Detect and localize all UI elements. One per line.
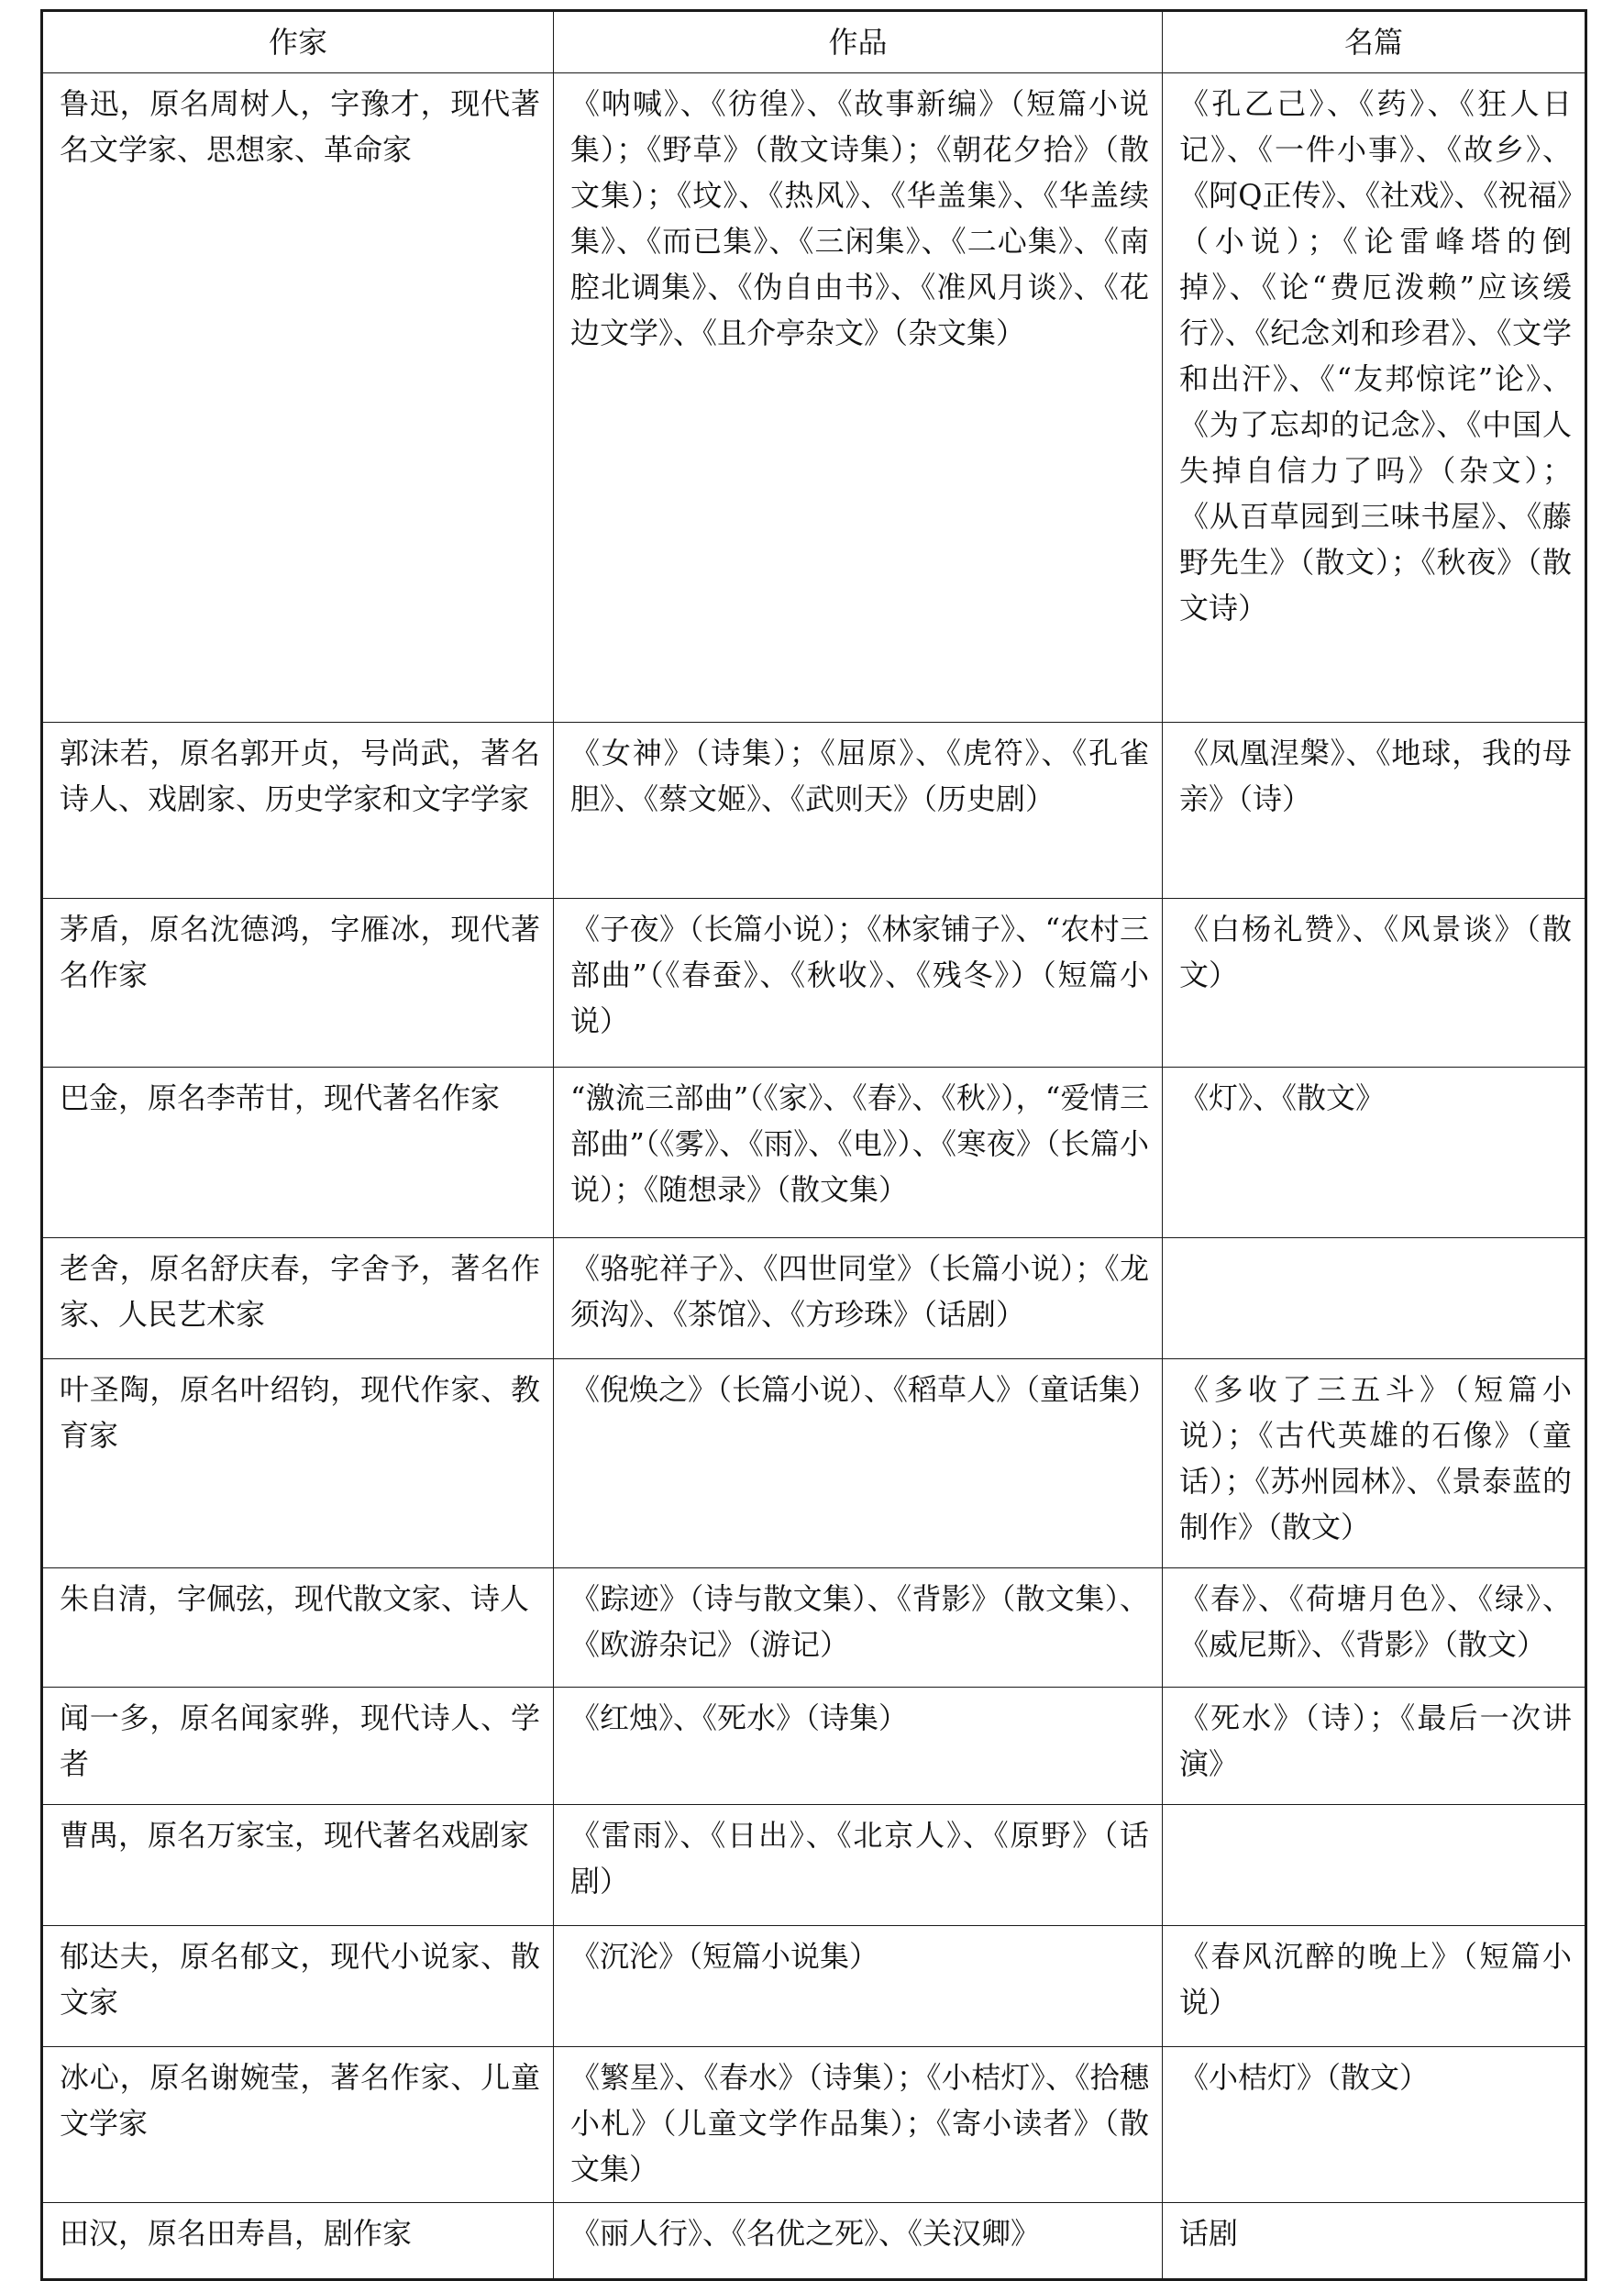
works-cell: 《繁星》、《春水》（诗集）；《小桔灯》、《拾穗小札》（儿童文学作品集）；《寄小读者》（散文集）	[554, 2047, 1163, 2203]
table-row	[42, 2047, 1586, 2203]
author-cell: 鲁迅，原名周树人，字豫才，现代著名文学家、思想家、革命家	[42, 73, 554, 723]
table-row	[42, 1238, 1586, 1359]
famous-cell	[1163, 1805, 1586, 1926]
header-works: 作品	[554, 11, 1163, 73]
works-cell: 《骆驼祥子》、《四世同堂》（长篇小说）；《龙须沟》、《茶馆》、《方珍珠》（话剧）	[554, 1238, 1163, 1359]
author-cell: 冰心，原名谢婉莹，著名作家、儿童文学家	[42, 2047, 554, 2203]
header-famous: 名篇	[1163, 11, 1586, 73]
table-row	[42, 1688, 1586, 1805]
works-cell: 《丽人行》、《名优之死》、《关汉卿》	[554, 2203, 1163, 2280]
famous-cell: 《小桔灯》（散文）	[1163, 2047, 1586, 2203]
header-author: 作家	[42, 11, 554, 73]
famous-cell: 《灯》、《散文》	[1163, 1068, 1586, 1238]
works-cell: 《踪迹》（诗与散文集）、《背影》（散文集）、《欧游杂记》（游记）	[554, 1568, 1163, 1688]
works-cell: 《倪焕之》（长篇小说）、《稻草人》（童话集）	[554, 1359, 1163, 1568]
famous-cell	[1163, 1238, 1586, 1359]
famous-cell: 《春风沉醉的晚上》（短篇小说）	[1163, 1926, 1586, 2047]
works-cell: 《红烛》、《死水》（诗集）	[554, 1688, 1163, 1805]
works-cell: 《女神》（诗集）；《屈原》、《虎符》、《孔雀胆》、《蔡文姬》、《武则天》（历史剧）	[554, 723, 1163, 899]
author-cell: 茅盾，原名沈德鸿，字雁冰，现代著名作家	[42, 899, 554, 1068]
author-cell: 闻一多，原名闻家骅，现代诗人、学者	[42, 1688, 554, 1805]
table-row	[42, 899, 1586, 1068]
authors-works-table	[40, 9, 1587, 2281]
works-cell: 《子夜》（长篇小说）；《林家铺子》、“农村三部曲”（《春蚕》、《秋收》、《残冬》）（短篇小说）	[554, 899, 1163, 1068]
table-row	[42, 723, 1586, 899]
works-cell: 《沉沦》（短篇小说集）	[554, 1926, 1163, 2047]
table-row	[42, 1359, 1586, 1568]
table-row	[42, 1926, 1586, 2047]
famous-cell: 《白杨礼赞》、《风景谈》（散文）	[1163, 899, 1586, 1068]
works-cell: 《呐喊》、《彷徨》、《故事新编》（短篇小说集）；《野草》（散文诗集）；《朝花夕拾》（散文集）；《坟》、《热风》、《华盖集》、《华盖续集》、《而已集》、《三闲集》、《二心集》、《南腔北调集》、《伪自由书》、《准风月谈》、《花边文学》、《且介亭杂文》（杂文集）	[554, 73, 1163, 723]
author-cell: 郭沫若，原名郭开贞，号尚武，著名诗人、戏剧家、历史学家和文字学家	[42, 723, 554, 899]
famous-cell: 《春》、《荷塘月色》、《绿》、《威尼斯》、《背影》（散文）	[1163, 1568, 1586, 1688]
famous-cell: 《凤凰涅槃》、《地球，我的母亲》（诗）	[1163, 723, 1586, 899]
table-row	[42, 73, 1586, 723]
author-cell: 朱自清，字佩弦，现代散文家、诗人	[42, 1568, 554, 1688]
author-cell: 田汉，原名田寿昌，剧作家	[42, 2203, 554, 2280]
author-cell: 曹禺，原名万家宝，现代著名戏剧家	[42, 1805, 554, 1926]
famous-cell: 《死水》（诗）；《最后一次讲演》	[1163, 1688, 1586, 1805]
works-cell: “激流三部曲”（《家》、《春》、《秋》），“爱情三部曲”（《雾》、《雨》、《电》）、《寒夜》（长篇小说）；《随想录》（散文集）	[554, 1068, 1163, 1238]
author-cell: 老舍，原名舒庆春，字舍予，著名作家、人民艺术家	[42, 1238, 554, 1359]
author-cell: 郁达夫，原名郁文，现代小说家、散文家	[42, 1926, 554, 2047]
famous-cell: 《多收了三五斗》（短篇小说）；《古代英雄的石像》（童话）；《苏州园林》、《景泰蓝的制作》（散文）	[1163, 1359, 1586, 1568]
table-row	[42, 1805, 1586, 1926]
table-row	[42, 1568, 1586, 1688]
works-cell: 《雷雨》、《日出》、《北京人》、《原野》（话剧）	[554, 1805, 1163, 1926]
table-row	[42, 1068, 1586, 1238]
table-row	[42, 2203, 1586, 2280]
table-header-row	[42, 11, 1586, 73]
famous-cell: 话剧	[1163, 2203, 1586, 2280]
author-cell: 叶圣陶，原名叶绍钧，现代作家、教育家	[42, 1359, 554, 1568]
famous-cell: 《孔乙己》、《药》、《狂人日记》、《一件小事》、《故乡》、《阿Q正传》、《社戏》、《祝福》（小说）；《论雷峰塔的倒掉》、《论“费厄泼赖”应该缓行》、《纪念刘和珍君》、《文学和出汗》、《“友邦惊诧”论》、《为了忘却的记念》、《中国人失掉自信力了吗》（杂文）；《从百草园到三味书屋》、《藤野先生》（散文）；《秋夜》（散文诗）	[1163, 73, 1586, 723]
author-cell: 巴金，原名李芾甘，现代著名作家	[42, 1068, 554, 1238]
